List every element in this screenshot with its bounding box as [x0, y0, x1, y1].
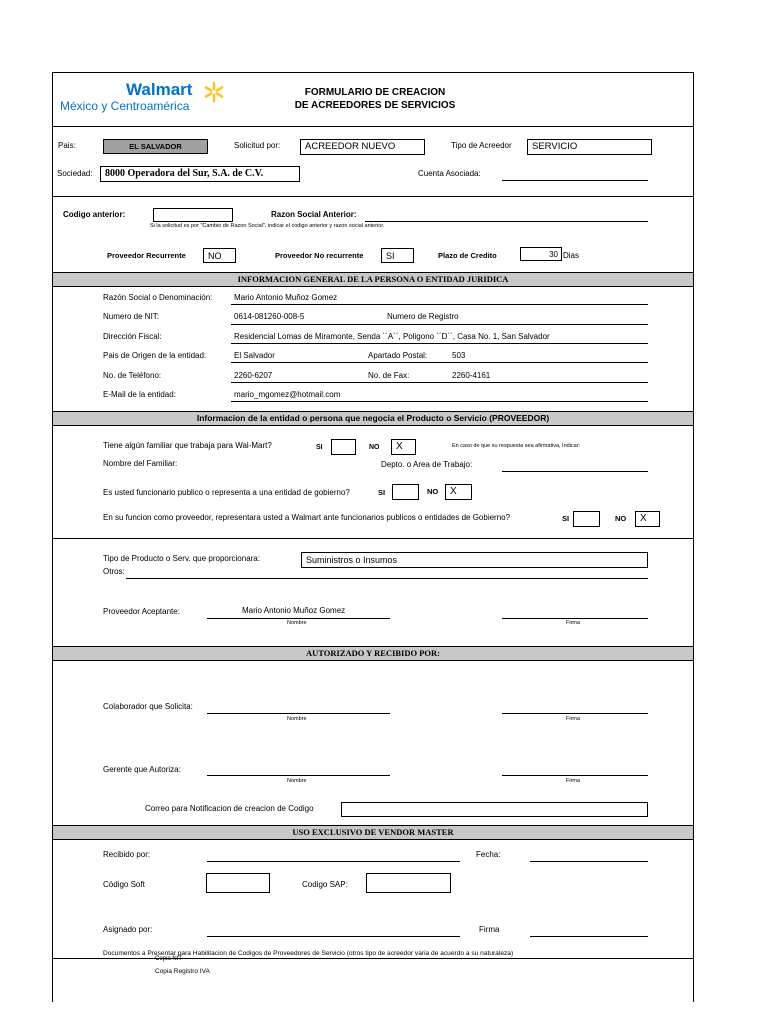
aceptante-label: Proveedor Aceptante:: [103, 607, 180, 616]
telefono-value[interactable]: 2260-6207: [234, 371, 273, 380]
asignado-label: Asignado por:: [103, 925, 153, 934]
gerente-firma-caption: Firma: [566, 778, 581, 784]
direccion-line: [231, 343, 648, 344]
email-line: [231, 401, 648, 402]
section-informacion-general: INFORMACION GENERAL DE LA PERSONA O ENTIDAD JURIDICA: [53, 272, 693, 287]
familiar-si-label: SI: [316, 444, 323, 451]
form-title-line1: FORMULARIO DE CREACION: [304, 87, 446, 98]
doc-copia-nit: Copia NIT: [155, 956, 183, 962]
pais-label: Pais:: [58, 141, 76, 150]
colaborador-nombre-line[interactable]: [207, 713, 390, 714]
otros-label: Otros:: [103, 567, 125, 576]
spark-icon: [203, 81, 225, 103]
divider: [52, 538, 694, 539]
tipo-producto-field[interactable]: Suministros o Insumos: [301, 552, 648, 568]
walmart-logo: [60, 80, 235, 116]
nit-label: Numero de NIT:: [103, 312, 160, 321]
firma-field[interactable]: [530, 936, 648, 937]
gerente-nombre-caption: Nombre: [287, 778, 307, 784]
sociedad-label: Sociedad:: [57, 169, 93, 178]
recurrente-label: Proveedor Recurrente: [107, 251, 186, 260]
representa-si-label: SI: [562, 514, 570, 523]
registro-label: Numero de Registro: [387, 312, 459, 321]
cuenta-field[interactable]: [502, 180, 648, 181]
representa-si-box[interactable]: [573, 511, 600, 527]
codigo-sap-field[interactable]: [366, 873, 451, 893]
section-autorizado: AUTORIZADO Y RECIBIDO POR:: [53, 646, 693, 661]
sociedad-field[interactable]: 8000 Operadora del Sur, S.A. de C.V.: [100, 166, 300, 182]
solicitud-label: Solicitud por:: [234, 141, 281, 150]
codigo-soft-label: Código Soft: [103, 880, 145, 889]
pais-origen-label: Pais de Origen de la entidad:: [103, 351, 207, 360]
telefono-label: No. de Teléfono:: [103, 371, 162, 380]
brand-name: Walmart: [126, 80, 193, 99]
direccion-value[interactable]: Residencial Lomas de Miramonte, Senda ´´A´´, Poligono ´´D´´, Casa No. 1, San Salvador: [234, 332, 550, 341]
depto-field[interactable]: [502, 471, 648, 472]
brand-subtitle: México y Centroamérica: [60, 99, 190, 113]
codigo-soft-field[interactable]: [206, 873, 270, 893]
email-label: E-Mail de la entidad:: [103, 390, 176, 399]
gerente-nombre-line[interactable]: [207, 775, 390, 776]
nit-value[interactable]: 0614-081260-008-5: [234, 312, 305, 321]
familiar-note: En caso de que su respuesta sea afirmativa, Indicar:: [452, 443, 581, 449]
aceptante-value[interactable]: Mario Antonio Muñoz Gomez: [242, 606, 346, 615]
direccion-label: Dirección Fiscal:: [103, 332, 162, 341]
divider: [52, 196, 694, 197]
nit-line: [231, 324, 648, 325]
section-vendor-master: USO EXCLUSIVO DE VENDOR MASTER: [53, 825, 693, 840]
razon-anterior-label: Razon Social Anterior:: [271, 210, 357, 219]
telefono-line: [231, 382, 648, 383]
cambio-razon-note: Si la solicitud es por "Cambio de Razon Social", indicar el codigo anterior y razon social anterior.: [150, 223, 385, 229]
razon-social-label: Razón Social o Denominación:: [103, 293, 213, 302]
divider: [52, 958, 694, 959]
funcionario-no-box[interactable]: X: [445, 484, 472, 500]
apartado-value[interactable]: 503: [452, 351, 466, 360]
tipo-producto-label: Tipo de Producto o Serv. que proporcionara:: [103, 554, 260, 563]
codigo-anterior-field[interactable]: [153, 208, 233, 222]
aceptante-firma-line[interactable]: [502, 618, 648, 619]
recibido-label: Recibido por:: [103, 850, 151, 859]
representa-no-box[interactable]: X: [635, 511, 660, 527]
codigo-anterior-label: Codigo anterior:: [63, 210, 126, 219]
cuenta-label: Cuenta Asociada:: [418, 169, 481, 178]
colaborador-firma-caption: Firma: [566, 716, 581, 722]
section-proveedor: Informacion de la entidad o persona que negocia el Producto o Servicio (PROVEEDOR): [53, 411, 693, 426]
form-frame: [52, 72, 694, 1002]
fecha-label: Fecha:: [476, 850, 501, 859]
pais-line: [231, 362, 648, 363]
documentos-label: Documentos a Presentar para Habilitacion de Codigos de Proveedores de Servicio (otros tipo de acreedor varia de acuerdo a su naturaleza): [103, 950, 514, 957]
no-recurrente-field[interactable]: SI: [381, 248, 414, 263]
funcionario-no-label: NO: [427, 487, 439, 496]
fax-value[interactable]: 2260-4161: [452, 371, 491, 380]
depto-label: Depto. o Area de Trabajo:: [381, 460, 473, 469]
correo-field[interactable]: [341, 802, 648, 817]
otros-field[interactable]: [126, 578, 648, 579]
recurrente-field[interactable]: NO: [203, 248, 236, 263]
aceptante-nombre-caption: Nombre: [287, 620, 307, 626]
familiar-question: Tiene algún familiar que trabaja para Wal-Mart?: [103, 441, 272, 450]
gerente-firma-line[interactable]: [502, 775, 648, 776]
form-title-line2: DE ACREEDORES DE SERVICIOS: [294, 100, 456, 111]
familiar-no-box[interactable]: X: [391, 439, 416, 455]
pais-origen-value[interactable]: El Salvador: [234, 351, 275, 360]
colaborador-firma-line[interactable]: [502, 713, 648, 714]
aceptante-line: [207, 618, 390, 619]
recibido-field[interactable]: [207, 861, 460, 862]
plazo-field[interactable]: 30: [520, 247, 562, 261]
tipo-acreedor-field[interactable]: SERVICIO: [527, 139, 652, 155]
fax-label: No. de Fax:: [368, 371, 410, 380]
pais-field[interactable]: EL SALVADOR: [103, 139, 208, 154]
solicitud-field[interactable]: ACREEDOR NUEVO: [300, 139, 425, 155]
representa-no-label: NO: [615, 514, 627, 523]
no-recurrente-label: Proveedor No recurrente: [275, 251, 364, 260]
colaborador-nombre-caption: Nombre: [287, 716, 307, 722]
correo-label: Correo para Notificacion de creacion de Codigo: [145, 804, 314, 813]
codigo-sap-label: Codigo SAP:: [302, 880, 348, 889]
gerente-label: Gerente que Autoriza:: [103, 765, 181, 774]
email-value[interactable]: mario_mgomez@hotmail.com: [234, 390, 341, 399]
funcionario-si-label: SI: [378, 488, 386, 497]
divider: [52, 126, 694, 127]
familiar-no-label: NO: [369, 444, 380, 451]
plazo-unit: Dias: [563, 251, 580, 260]
tipo-acreedor-label: Tipo de Acreedor: [451, 141, 512, 150]
colaborador-label: Colaborador que Solicita:: [103, 702, 193, 711]
funcionario-question: Es usted funcionario publico o representa a una entidad de gobierno?: [103, 488, 350, 497]
apartado-label: Apartado Postal:: [368, 351, 428, 360]
doc-copia-iva: Copia Registro IVA: [155, 968, 210, 975]
representa-question: En su funcion como proveedor, representara usted a Walmart ante funcionarios publicos o entidades de Gobierno?: [103, 513, 511, 522]
razon-social-line: [231, 304, 648, 305]
aceptante-firma-caption: Firma: [566, 620, 581, 626]
fecha-field[interactable]: [530, 861, 648, 862]
funcionario-si-box[interactable]: [392, 484, 419, 500]
familiar-si-box[interactable]: [331, 439, 356, 455]
firma-label: Firma: [479, 925, 500, 934]
asignado-field[interactable]: [207, 936, 460, 937]
razon-social-value[interactable]: Mario Antonio Muñoz Gomez: [234, 293, 338, 302]
plazo-label: Plazo de Credito: [438, 251, 497, 260]
nombre-familiar-label: Nombre del Familiar:: [103, 459, 178, 468]
razon-anterior-field[interactable]: [365, 221, 648, 222]
form-title: [270, 86, 480, 112]
